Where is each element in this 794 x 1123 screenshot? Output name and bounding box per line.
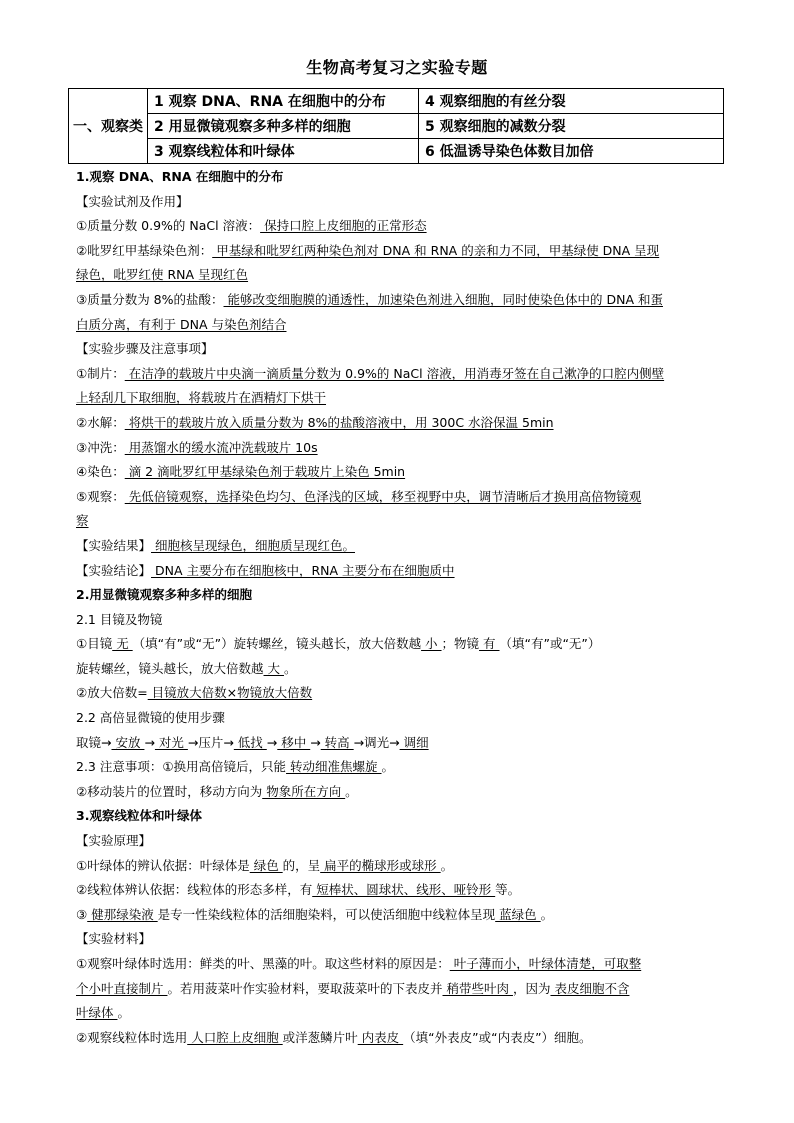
answer-blank: 短棒状、圆球状、线形、哑铃形 bbox=[312, 882, 496, 898]
answer-blank: 内表皮 bbox=[357, 1029, 404, 1045]
answer-blank: 绿色 bbox=[249, 857, 283, 873]
answer-blank: 对光 bbox=[154, 734, 188, 750]
answer-blank: 转动细准焦螺旋 bbox=[286, 759, 382, 775]
topic-cell: 5 观察细胞的减数分裂 bbox=[419, 114, 724, 139]
text-line bbox=[76, 165, 724, 190]
topic-cell: 2 用显微镜观察多种多样的细胞 bbox=[148, 114, 419, 139]
answer-blank: 表皮细胞不含 bbox=[550, 980, 630, 996]
answer-blank: 调细 bbox=[399, 734, 429, 750]
answer-blank: 细胞核呈现绿色，细胞质呈现红色。 bbox=[151, 537, 355, 553]
text-segment: 【实验步骤及注意事项】 bbox=[76, 341, 214, 357]
text-line bbox=[76, 190, 724, 215]
text-segment: ①质量分数 0.9%的 NaCl 溶液： bbox=[76, 218, 261, 234]
text-segment: ①目镜 bbox=[76, 636, 113, 652]
answer-blank: 将烘干的载玻片放入质量分数为 8%的盐酸溶液中，用 300C 水浴保温 5min bbox=[124, 414, 554, 430]
text-segment: 。 bbox=[283, 660, 297, 676]
answer-blank: 低找 bbox=[233, 734, 267, 750]
text-line bbox=[76, 854, 724, 879]
text-segment: 。 bbox=[117, 1005, 130, 1021]
text-line bbox=[76, 903, 724, 928]
text-line bbox=[76, 485, 724, 510]
text-segment: ②线粒体辨认依据：线粒体的形态多样，有 bbox=[76, 882, 313, 898]
answer-blank: 先低倍镜观察，选择染色均匀、色泽浅的区域，移至视野中央，调节清晰后才换用高倍物镜观 bbox=[124, 488, 642, 504]
table-row bbox=[69, 114, 724, 139]
answer-blank: 察 bbox=[76, 513, 89, 529]
section-heading: 1.观察 DNA、RNA 在细胞中的分布 bbox=[76, 169, 284, 184]
answer-blank: 用蒸馏水的缓水流冲洗载玻片 10s bbox=[124, 439, 318, 455]
answer-blank: 稍带些叶肉 bbox=[442, 980, 513, 996]
text-segment: 取镜→ bbox=[76, 734, 112, 750]
text-line bbox=[76, 681, 724, 706]
answer-blank: 叶子薄而小，叶绿体清楚，可取整 bbox=[449, 956, 642, 971]
answer-blank: 健那绿染液 bbox=[87, 906, 158, 922]
text-line bbox=[76, 952, 724, 977]
text-line bbox=[76, 288, 724, 313]
text-line bbox=[76, 214, 724, 239]
text-line bbox=[76, 927, 724, 952]
text-line bbox=[76, 583, 724, 608]
text-segment: 【实验结论】 bbox=[76, 562, 152, 578]
text-segment: ②移动装片的位置时，移动方向为 bbox=[76, 783, 263, 799]
answer-blank: 小 bbox=[421, 636, 442, 652]
answer-blank: 有 bbox=[479, 636, 500, 652]
text-segment: ③ bbox=[76, 906, 88, 922]
topic-table bbox=[68, 88, 724, 164]
table-row bbox=[69, 89, 724, 114]
text-segment: ②吡罗红甲基绿染色剂： bbox=[76, 242, 213, 258]
answer-blank: 保持口腔上皮细胞的正常形态 bbox=[260, 218, 427, 234]
answer-blank: 扁平的椭球形或球形 bbox=[320, 857, 441, 873]
text-line bbox=[76, 1001, 724, 1026]
text-segment: ②放大倍数= bbox=[76, 685, 148, 701]
text-line bbox=[76, 829, 724, 854]
text-segment: 【实验试剂及作用】 bbox=[76, 193, 189, 209]
text-segment: 。 bbox=[345, 783, 358, 799]
text-segment: 。 bbox=[540, 906, 554, 922]
answer-blank: 蓝绿色 bbox=[495, 906, 541, 922]
answer-blank: 人口腔上皮细胞 bbox=[187, 1029, 283, 1045]
text-segment: ③质量分数为 8%的盐酸： bbox=[76, 291, 224, 307]
topic-cell: 4 观察细胞的有丝分裂 bbox=[419, 89, 724, 114]
answer-blank: 个小叶直接制片 bbox=[76, 980, 168, 996]
category-cell: 一、观察类 bbox=[69, 89, 148, 164]
text-line bbox=[76, 804, 724, 829]
text-line bbox=[76, 559, 724, 584]
text-segment: 。若用菠菜叶作实验材料，要取菠菜叶的下表皮并 bbox=[167, 980, 443, 996]
text-line bbox=[76, 436, 724, 461]
answer-blank: 上轻刮几下取细胞，将载玻片在酒精灯下烘干 bbox=[76, 390, 327, 406]
text-line bbox=[76, 1026, 724, 1051]
topic-cell: 3 观察线粒体和叶绿体 bbox=[148, 139, 419, 164]
text-line bbox=[76, 755, 724, 780]
answer-blank: DNA 主要分布在细胞核中，RNA 主要分布在细胞质中 bbox=[151, 562, 455, 578]
text-segment: ⑤观察： bbox=[76, 488, 125, 504]
text-segment: →压片→ bbox=[187, 734, 234, 750]
topic-cell: 1 观察 DNA、RNA 在细胞中的分布 bbox=[148, 89, 419, 114]
text-segment: （填“外表皮”或“内表皮”）细胞。 bbox=[403, 1029, 592, 1045]
answer-blank: 能够改变细胞膜的通透性，加速染色剂进入细胞，同时使染色体中的 DNA 和蛋 bbox=[223, 291, 663, 307]
text-line bbox=[76, 632, 724, 657]
text-segment: 是专一性染线粒体的活细胞染料，可以使活细胞中线粒体呈现 bbox=[157, 906, 496, 922]
text-segment: 。 bbox=[440, 857, 454, 873]
text-line bbox=[76, 263, 724, 288]
text-segment: 旋转螺丝，镜头越长，放大倍数越 bbox=[76, 660, 264, 676]
text-line bbox=[76, 977, 724, 1002]
text-segment: 2.3 注意事项：①换用高倍镜后，只能 bbox=[76, 759, 287, 775]
text-line bbox=[76, 509, 724, 534]
text-segment: → bbox=[310, 734, 321, 750]
text-line bbox=[76, 337, 724, 362]
text-segment: （填“有”或“无”） bbox=[499, 636, 601, 652]
text-segment: ④染色： bbox=[76, 464, 125, 480]
text-line bbox=[76, 386, 724, 411]
text-segment: 。 bbox=[381, 759, 395, 775]
answer-blank: 绿色，吡罗红使 RNA 呈现红色 bbox=[76, 267, 249, 283]
answer-blank: 白质分离，有利于 DNA 与染色剂结合 bbox=[76, 316, 287, 332]
text-line bbox=[76, 878, 724, 903]
text-segment: 的，呈 bbox=[282, 857, 321, 873]
text-segment: 【实验结果】 bbox=[76, 537, 152, 553]
text-line bbox=[76, 534, 724, 559]
answer-blank: 安放 bbox=[111, 734, 145, 750]
document-body bbox=[76, 165, 724, 1050]
text-segment: 等。 bbox=[495, 882, 521, 898]
text-line bbox=[76, 411, 724, 436]
text-segment: →调光→ bbox=[353, 734, 400, 750]
text-line bbox=[76, 460, 724, 485]
answer-blank: 叶绿体 bbox=[76, 1005, 118, 1021]
text-line bbox=[76, 731, 724, 756]
section-heading: 2.用显微镜观察多种多样的细胞 bbox=[76, 587, 252, 603]
text-segment: 或洋葱鳞片叶 bbox=[282, 1029, 358, 1045]
text-segment: （填“有”或“无”）旋转螺丝，镜头越长，放大倍数越 bbox=[132, 636, 422, 652]
text-line bbox=[76, 608, 724, 633]
text-segment: ①观察叶绿体时选用：鲜类的叶、黑藻的叶。取这些材料的原因是： bbox=[76, 956, 450, 971]
topic-cell: 6 低温诱导染色体数目加倍 bbox=[419, 139, 724, 164]
text-segment: → bbox=[144, 734, 155, 750]
text-line bbox=[76, 362, 724, 387]
text-segment: 【实验原理】 bbox=[76, 833, 152, 849]
text-segment: → bbox=[266, 734, 278, 750]
answer-blank: 目镜放大倍数×物镜放大倍数 bbox=[147, 685, 313, 701]
text-segment: ；物镜 bbox=[441, 636, 480, 652]
section-heading: 3.观察线粒体和叶绿体 bbox=[76, 808, 202, 824]
text-line bbox=[76, 706, 724, 731]
text-segment: ，因为 bbox=[512, 980, 551, 996]
answer-blank: 无 bbox=[112, 636, 133, 652]
text-segment: 2.2 高倍显微镜的使用步骤 bbox=[76, 710, 225, 726]
answer-blank: 移中 bbox=[277, 734, 311, 750]
text-segment: ①叶绿体的辨认依据：叶绿体是 bbox=[76, 857, 250, 873]
text-line bbox=[76, 780, 724, 805]
answer-blank: 滴 2 滴吡罗红甲基绿染色剂于载玻片上染色 5min bbox=[124, 464, 406, 480]
text-line bbox=[76, 313, 724, 338]
page-title: 生物高考复习之实验专题 bbox=[306, 58, 488, 77]
text-segment: ②观察线粒体时选用 bbox=[76, 1029, 188, 1045]
table-row bbox=[69, 139, 724, 164]
text-line bbox=[76, 657, 724, 682]
text-line bbox=[76, 239, 724, 264]
answer-blank: 物象所在方向 bbox=[262, 783, 346, 799]
answer-blank: 转高 bbox=[320, 734, 354, 750]
text-segment: 2.1 目镜及物镜 bbox=[76, 611, 163, 627]
text-segment: 【实验材料】 bbox=[76, 931, 152, 947]
answer-blank: 大 bbox=[263, 660, 284, 676]
text-segment: ③冲洗： bbox=[76, 439, 125, 455]
text-segment: ①制片： bbox=[76, 365, 125, 381]
text-segment: ②水解： bbox=[76, 414, 125, 430]
answer-blank: 甲基绿和吡罗红两种染色剂对 DNA 和 RNA 的亲和力不同，甲基绿使 DNA 呈现 bbox=[212, 242, 660, 258]
answer-blank: 在洁净的载玻片中央滴一滴质量分数为 0.9%的 NaCl 溶液，用消毒牙签在自己漱净的口腔内侧壁 bbox=[124, 365, 665, 381]
